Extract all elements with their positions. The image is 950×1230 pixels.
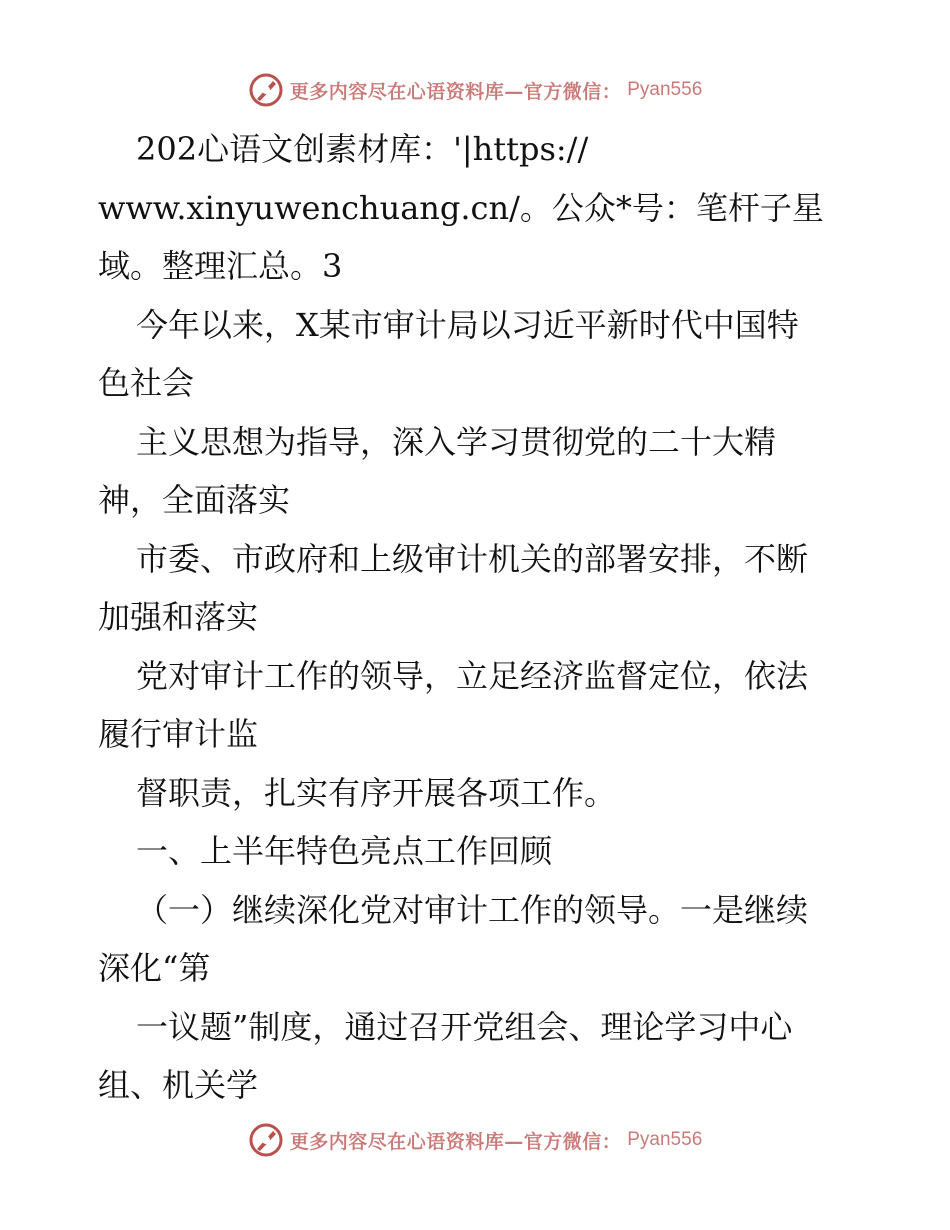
text-line: 党对审计工作的领导，立足经济监督定位，依法: [136, 656, 809, 695]
text-line: 域。整理汇总。3: [98, 247, 343, 285]
pen-seal-logo-icon: [248, 1122, 284, 1158]
text-line: www.xinyuwenchuang.cn/。公众*号：笔杆子星: [98, 188, 824, 227]
text-line: （一）继续深化党对审计工作的领导。一是继续: [136, 890, 809, 929]
text-line: 色社会: [98, 364, 195, 402]
text-line: 履行审计监: [98, 715, 259, 753]
text-line: 主义思想为指导，深入学习贯彻党的二十大精: [136, 422, 777, 461]
text-line: 督职责，扎实有序开展各项工作。: [136, 773, 617, 812]
text-line: 神，全面落实: [98, 481, 291, 519]
text-line: 今年以来，X某市审计局以习近平新时代中国特: [136, 305, 799, 344]
text-line: 一议题”制度，通过召开党组会、理论学习中心: [136, 1007, 793, 1046]
watermark-text: 更多内容尽在心语资料库—官方微信：: [289, 1130, 622, 1153]
pen-seal-logo-icon: [248, 72, 284, 108]
text-line: 202心语文创素材库：'|https://: [136, 130, 589, 168]
text-line: 组、机关学: [98, 1066, 259, 1104]
document-body: [98, 120, 858, 1115]
text-line: 加强和落实: [98, 598, 259, 636]
wechat-id: Pyan556: [627, 79, 703, 100]
wechat-id: Pyan556: [627, 1129, 703, 1150]
text-line: 市委、市政府和上级审计机关的部署安排，不断: [136, 539, 809, 578]
header-watermark: [0, 68, 950, 112]
section-heading: 一、上半年特色亮点工作回顾: [136, 832, 553, 870]
text-line: 深化“第: [98, 949, 211, 987]
footer-watermark: [0, 1118, 950, 1162]
watermark-text: 更多内容尽在心语资料库—官方微信：: [289, 80, 622, 103]
